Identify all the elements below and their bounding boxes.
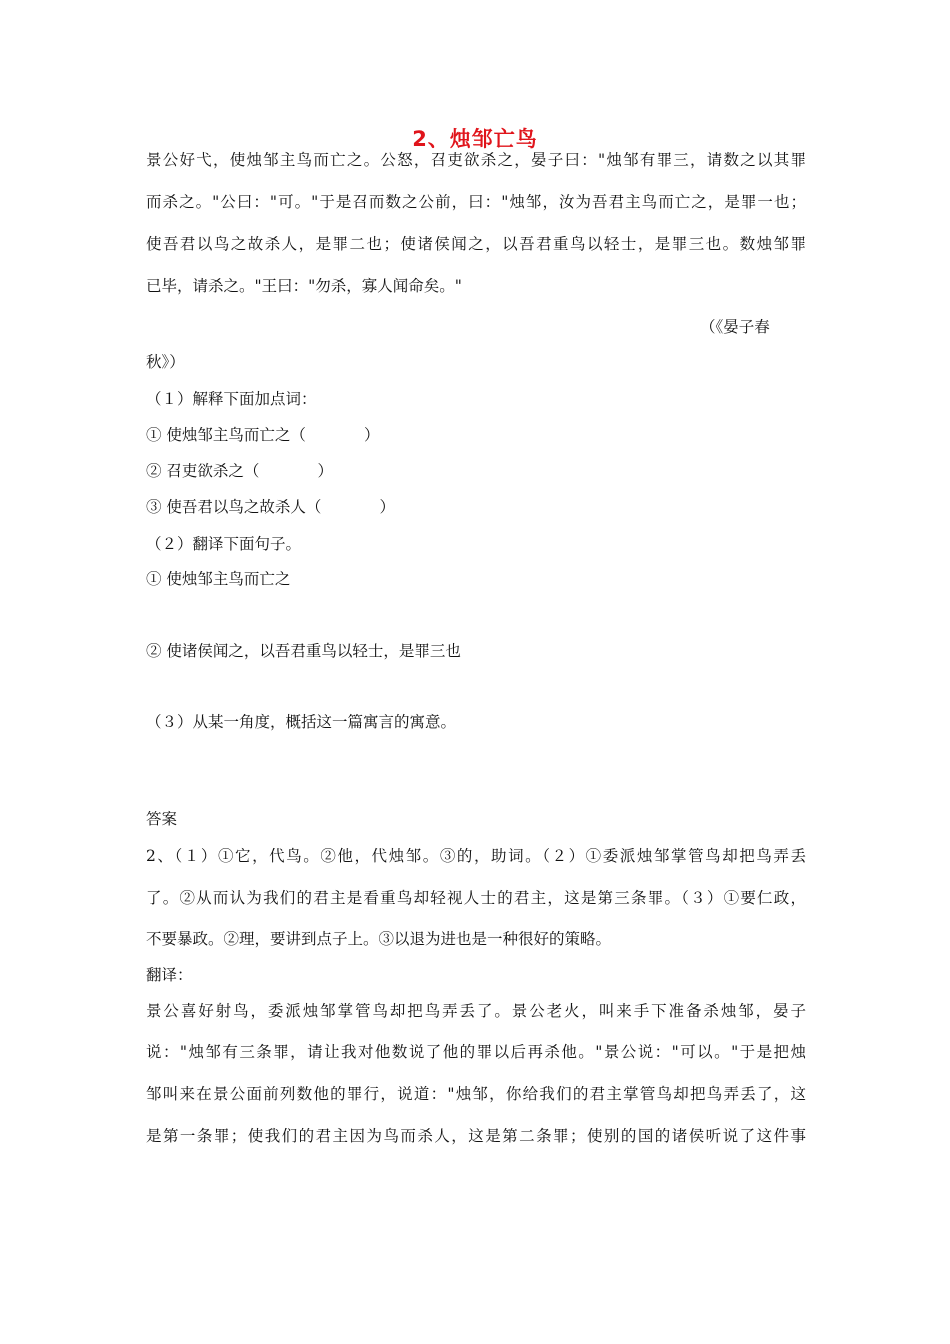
question-1-item-close: ） (379, 498, 395, 516)
answer-line: 2、（１）①它，代鸟。②他，代烛邹。③的，助词。（２）①委派烛邹掌管鸟却把鸟弄丢 (146, 847, 806, 865)
translation-line: 说："烛邹有三条罪，请让我对他数说了他的罪以后再杀他。"景公说："可以。"于是把烛 (146, 1043, 806, 1061)
answer-line: 了。②从而认为我们的君主是看重鸟却轻视人士的君主，这是第三条罪。（３）①要仁政， (146, 889, 806, 907)
passage-line: 使吾君以鸟之故杀人，是罪二也；使诸侯闻之，以吾君重鸟以轻士，是罪三也。数烛邹罪 (146, 235, 806, 253)
answers-heading: 答案 (146, 810, 178, 828)
passage-line: 而杀之。"公曰："可。"于是召而数之公前，曰："烛邹，汝为吾君主鸟而亡之，是罪一也； (146, 193, 806, 211)
question-1-item (146, 461, 333, 481)
translation-heading: 翻译： (146, 966, 193, 984)
translation-line: 邹叫来在景公面前列数他的罪行，说道："烛邹，你给我们的君主掌管鸟却把鸟弄丢了，这 (146, 1085, 806, 1103)
question-1-item (146, 497, 395, 517)
source-citation-cont: 秋》） (146, 353, 185, 371)
passage-line: 已毕，请杀之。"王曰："勿杀，寡人闻命矣。" (146, 277, 462, 295)
question-1-item-text: ② 召吏欲杀之（ (146, 462, 260, 480)
source-citation: （《晏子春 (700, 318, 770, 336)
question-2-heading: （２）翻译下面句子。 (146, 535, 302, 553)
question-2-item: ② 使诸侯闻之，以吾君重鸟以轻士，是罪三也 (146, 642, 461, 660)
question-1-item-close: ） (363, 426, 380, 444)
question-2-item: ① 使烛邹主鸟而亡之 (146, 570, 291, 588)
question-1-item-text: ① 使烛邹主鸟而亡之（ (146, 426, 306, 444)
page-title: 2、烛邹亡鸟 (412, 127, 538, 151)
question-1-item-text: ③ 使吾君以鸟之故杀人（ (146, 498, 322, 516)
question-1-heading: （１）解释下面加点词： (146, 390, 317, 408)
question-3-heading: （３）从某一角度，概括这一篇寓言的寓意。 (146, 713, 457, 731)
question-1-item-close: ） (317, 462, 333, 480)
question-1-item (146, 425, 379, 445)
translation-line: 是第一条罪；使我们的君主因为鸟而杀人，这是第二条罪；使别的国的诸侯听说了这件事 (146, 1127, 806, 1145)
translation-line: 景公喜好射鸟，委派烛邹掌管鸟却把鸟弄丢了。景公老火，叫来手下准备杀烛邹，晏子 (146, 1002, 806, 1020)
passage-line: 景公好弋，使烛邹主鸟而亡之。公怒，召吏欲杀之，晏子曰："烛邹有罪三，请数之以其罪 (146, 151, 806, 169)
answer-line: 不要暴政。②理，要讲到点子上。③以退为进也是一种很好的策略。 (146, 930, 612, 948)
